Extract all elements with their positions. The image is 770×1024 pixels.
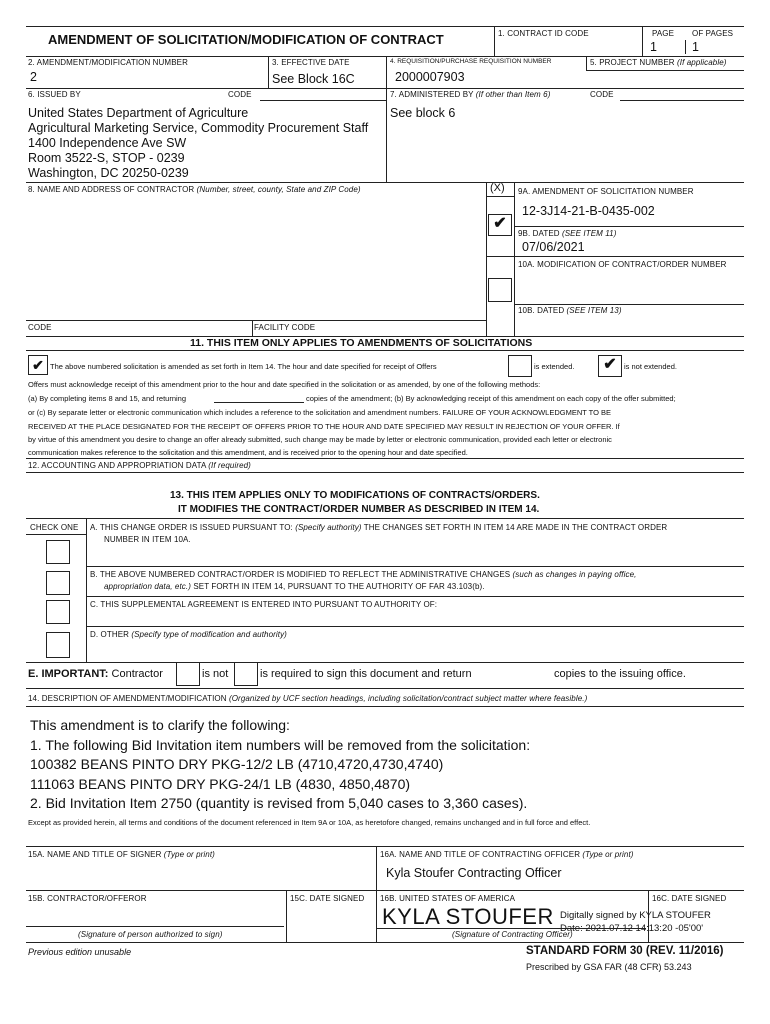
accounting-label: 12. ACCOUNTING AND APPROPRIATION DATA (If required) [28, 461, 251, 470]
amendment-number-label: 2. AMENDMENT/MODIFICATION NUMBER [28, 58, 188, 67]
officer-name-value: Kyla Stoufer Contracting Officer [386, 866, 562, 880]
is-not-checkbox[interactable] [176, 662, 200, 686]
contractor-label: 8. NAME AND ADDRESS OF CONTRACTOR (Number, street, county, State and ZIP Code) [28, 185, 361, 194]
check-one-label: CHECK ONE [30, 523, 79, 532]
signature-person-caption: (Signature of person authorized to sign) [78, 930, 223, 939]
item11-line1: The above numbered solicitation is amended as set forth in Item 14. The hour and date specified for receipt of Offers [50, 362, 437, 371]
item11-line5: RECEIVED AT THE PLACE DESIGNATED FOR THE RECEIPT OF OFFERS PRIOR TO THE HOUR AND DATE SPECIFIED MAY RESULT IN REJECTION OF YOUR OFFER. If [28, 422, 620, 431]
page-value: 1 [650, 40, 657, 54]
solicitation-number-label: 9A. AMENDMENT OF SOLICITATION NUMBER [518, 187, 694, 196]
dated-9b-label: 9B. DATED (SEE ITEM 11) [518, 229, 617, 238]
officer-date-label: 16C. DATE SIGNED [652, 894, 727, 903]
except-clause: Except as provided herein, all terms and conditions of the document referenced in Item 9A or 10A, as heretofore changed, remains unchanged and in full force and effect. [28, 818, 591, 827]
signer-name-label: 15A. NAME AND TITLE OF SIGNER (Type or print) [28, 850, 215, 859]
x-column-label: (X) [490, 182, 505, 194]
is-required-label: is required to sign this document and return [260, 668, 472, 680]
extended-checkbox[interactable] [508, 355, 532, 377]
amendment-number-value: 2 [30, 70, 37, 84]
form-top-border [26, 26, 744, 27]
important-row: E. IMPORTANT: Contractor [28, 668, 163, 680]
of-pages-value: 1 [692, 40, 699, 54]
not-extended-label: is not extended. [624, 362, 677, 371]
item11-checkbox[interactable]: ✔ [28, 355, 48, 375]
option-c-checkbox[interactable] [46, 600, 70, 624]
item13-c-line: C. THIS SUPPLEMENTAL AGREEMENT IS ENTERED INTO PURSUANT TO AUTHORITY OF: [90, 600, 438, 609]
option-b-checkbox[interactable] [46, 571, 70, 595]
requisition-value: 2000007903 [395, 70, 465, 84]
form-number: STANDARD FORM 30 (REV. 11/2016) [526, 945, 724, 957]
solicitation-number-value: 12-3J14-21-B-0435-002 [522, 204, 655, 218]
prescribed-by: Prescribed by GSA FAR (48 CFR) 53.243 [526, 962, 692, 972]
item13-heading1: 13. THIS ITEM APPLIES ONLY TO MODIFICATIONS OF CONTRACTS/ORDERS. [170, 490, 540, 501]
issued-code-label: CODE [228, 90, 252, 99]
digital-signature-name: KYLA STOUFER [382, 904, 554, 929]
description-label: 14. DESCRIPTION OF AMENDMENT/MODIFICATION (Organized by UCF section headings, including solicitation/contract subject matter where feasible.) [28, 694, 588, 703]
item11-heading: 11. THIS ITEM ONLY APPLIES TO AMENDMENTS OF SOLICITATIONS [190, 337, 533, 349]
issued-by-address: United States Department of Agriculture Agricultural Marketing Service, Commodity Procurement Staff 1400 Independence Ave SW Room 3522-S, STOP - 0239 Washington, DC 20250-0239 [28, 106, 369, 180]
item13-a-line1: A. THIS CHANGE ORDER IS ISSUED PURSUANT TO: (Specify authority) THE CHANGES SET FORTH IN ITEM 14 ARE MADE IN THE CONTRACT ORDER [90, 523, 668, 532]
item13-heading2: IT MODIFIES THE CONTRACT/ORDER NUMBER AS DESCRIBED IN ITEM 14. [178, 504, 540, 515]
option-a-checkbox[interactable] [46, 540, 70, 564]
solicitation-checkbox[interactable]: ✔ [488, 214, 512, 236]
item11-line4: or (c) By separate letter or electronic communication which includes a reference to the solicitation and amendment numbers. FAILURE OF YOUR ACKNOWLEDGMENT TO BE [28, 408, 612, 417]
not-extended-checkbox[interactable]: ✔ [598, 355, 622, 377]
item11-line2: Offers must acknowledge receipt of this amendment prior to the hour and date specified in the solicitation or as amended, by one of the following methods: [28, 380, 541, 389]
item13-d-line: D. OTHER (Specify type of modification and authority) [90, 630, 287, 639]
extended-label: is extended. [534, 362, 575, 371]
is-not-label: is not [202, 668, 229, 680]
facility-code-label: FACILITY CODE [254, 323, 316, 332]
item11-line6: by virtue of this amendment you desire to change an offer already submitted, such change may be made by letter or electronic communication, provided each letter or electronic [28, 435, 612, 444]
administered-by-label: 7. ADMINISTERED BY (If other than Item 6) [390, 90, 551, 99]
item13-b-line1: B. THE ABOVE NUMBERED CONTRACT/ORDER IS MODIFIED TO REFLECT THE ADMINISTRATIVE CHANGES (such as changes in paying office, [90, 570, 637, 579]
effective-date-label: 3. EFFECTIVE DATE [272, 58, 350, 67]
contract-id-label: 1. CONTRACT ID CODE [498, 29, 589, 38]
administered-code-label: CODE [590, 90, 614, 99]
issued-by-label: 6. ISSUED BY [28, 90, 81, 99]
form-title: AMENDMENT OF SOLICITATION/MODIFICATION OF CONTRACT [48, 32, 444, 47]
page-label: PAGE [652, 29, 675, 38]
previous-edition-note: Previous edition unusable [28, 947, 132, 957]
copies-label: copies to the issuing office. [554, 668, 686, 680]
administered-by-value: See block 6 [390, 106, 456, 120]
description-body: This amendment is to clarify the following: 1. The following Bid Invitation item numbers will be removed from the solicitation: 100382 BEANS PINTO DRY PKG-12/2 LB (4710,4720,4730,4740) 111063 BEANS PINTO DRY PKG-24/1 LB (4830, 4850,4870) 2. Bid Invitation Item 2750 (quantity is revised from 5,040 cases to 3,360 cases). [30, 717, 531, 811]
requisition-label: 4. REQUISITION/PURCHASE REQUISITION NUMBER [390, 58, 552, 65]
dated-10b-label: 10B. DATED (SEE ITEM 13) [518, 306, 622, 315]
is-required-checkbox[interactable] [234, 662, 258, 686]
project-number-label: 5. PROJECT NUMBER (If applicable) [590, 58, 727, 67]
modification-number-label: 10A. MODIFICATION OF CONTRACT/ORDER NUMBER [518, 260, 727, 269]
signature-officer-caption: (Signature of Contracting Officer) [452, 930, 573, 939]
contractor-offeror-label: 15B. CONTRACTOR/OFFEROR [28, 894, 147, 903]
item11-line7: communication makes reference to the solicitation and this amendment, and is received prior to the opening hour and date specified. [28, 448, 468, 457]
officer-name-label: 16A. NAME AND TITLE OF CONTRACTING OFFICER (Type or print) [380, 850, 634, 859]
modification-checkbox[interactable] [488, 278, 512, 302]
contractor-code-label: CODE [28, 323, 52, 332]
item13-b-line2: appropriation data, etc.) SET FORTH IN ITEM 14, PURSUANT TO THE AUTHORITY OF FAR 43.103(b). [104, 582, 485, 591]
dated-9b-value: 07/06/2021 [522, 240, 585, 254]
united-states-label: 16B. UNITED STATES OF AMERICA [380, 894, 516, 903]
contractor-date-label: 15C. DATE SIGNED [290, 894, 365, 903]
of-pages-label: OF PAGES [692, 29, 734, 38]
item11-line3b: copies of the amendment; (b) By acknowledging receipt of this amendment on each copy of the offer submitted; [306, 394, 676, 403]
item13-a-line2: NUMBER IN ITEM 10A. [104, 535, 191, 544]
effective-date-value: See Block 16C [272, 72, 355, 86]
item11-line3a: (a) By completing items 8 and 15, and returning [28, 394, 187, 403]
digital-signature-details: Digitally signed by KYLA STOUFER Date: 2021.07.12 14:13:20 -05'00' [560, 910, 711, 934]
option-d-checkbox[interactable] [46, 632, 70, 658]
